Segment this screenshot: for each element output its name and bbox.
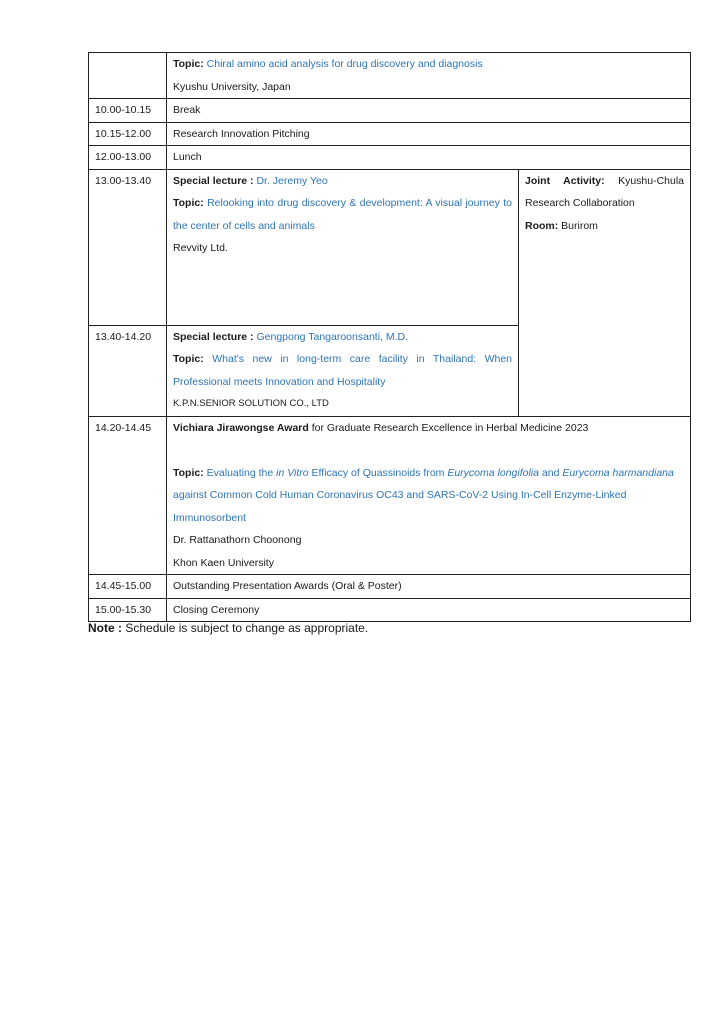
session-cell: Lunch: [167, 146, 691, 170]
table-row: [89, 53, 691, 99]
session-cell: Closing Ceremony: [167, 598, 691, 622]
affiliation: K.P.N.SENIOR SOLUTION CO., LTD: [173, 398, 329, 409]
session-cell: Research Innovation Pitching: [167, 122, 691, 146]
joint-activity-cell: Joint Activity: Kyushu-Chula Research Collaboration Room: Burirom: [519, 169, 691, 416]
room-name: Burirom: [561, 219, 598, 232]
note-label: Note :: [88, 621, 122, 635]
affiliation: Kyushu University, Japan: [173, 80, 291, 93]
table-row: [89, 146, 691, 170]
time-cell: 10.15-12.00: [89, 122, 167, 146]
note-text: Schedule is subject to change as appropriate.: [125, 621, 369, 635]
topic-title: Relooking into drug discovery & development: A visual journey to the center of cells and animals: [173, 197, 512, 232]
affiliation: Revvity Ltd.: [173, 242, 228, 254]
session-cell: Topic: Chiral amino acid analysis for drug discovery and diagnosis Kyushu University, Japan: [167, 53, 691, 99]
topic-title: What's new in long-term care facility in Thailand: When Professional meets Innovation and Hospitality: [173, 353, 513, 388]
topic-title: Chiral amino acid analysis for drug discovery and diagnosis: [206, 58, 483, 70]
topic-title: Evaluating the in Vitro Efficacy of Quassinoids from Eurycoma longifolia and Eurycoma harmandiana against Common Cold Human Coronavirus OC43 and SARS-CoV-2 Using In-Cell Enzyme-Linked Immunosorbent: [173, 466, 674, 524]
speaker-name: Dr. Jeremy Yeo: [256, 174, 328, 187]
schedule-note: [88, 620, 368, 636]
joint-activity: Kyushu-Chula Research Collaboration: [525, 174, 685, 209]
time-cell: 14.45-15.00: [89, 575, 167, 599]
table-row: [89, 99, 691, 123]
time-cell: 15.00-15.30: [89, 598, 167, 622]
time-cell: 14.20-14.45: [89, 416, 167, 575]
award-name: Vichiara Jirawongse Award: [173, 421, 309, 434]
session-cell: Outstanding Presentation Awards (Oral & Poster): [167, 575, 691, 599]
session-cell: Break: [167, 99, 691, 123]
session-cell: Special lecture : Gengpong Tangaroonsanti, M.D. Topic: What's new in long-term care facility in Thailand: When Professional meets Innovation and Hospitality K.P.N.SENIOR SOLUTION CO., LTD: [167, 325, 519, 416]
schedule-table: [88, 52, 691, 622]
presenter-name: Dr. Rattanathorn Choonong: [173, 534, 302, 546]
table-row: [89, 169, 691, 325]
time-cell: [89, 53, 167, 99]
speaker-name: Gengpong Tangaroonsanti, M.D.: [256, 330, 409, 343]
table-row: [89, 416, 691, 575]
table-row: [89, 575, 691, 599]
affiliation: Khon Kaen University: [173, 556, 274, 569]
session-cell: Special lecture : Dr. Jeremy Yeo Topic: Relooking into drug discovery & development: A visual journey to the center of cells and animals Revvity Ltd.: [167, 169, 519, 325]
session-cell: Vichiara Jirawongse Award for Graduate Research Excellence in Herbal Medicine 2023 Topic: Evaluating the in Vitro Efficacy of Quassinoids from Eurycoma longifolia and Eurycoma harmandiana against Common Cold Human Coronavirus OC43 and SARS-CoV-2 Using In-Cell Enzyme-Linked Immunosorbent Dr. Rattanathorn Choonong Khon Kaen University: [167, 416, 691, 575]
table-row: [89, 598, 691, 622]
time-cell: 13.00-13.40: [89, 169, 167, 325]
time-cell: 12.00-13.00: [89, 146, 167, 170]
time-cell: 10.00-10.15: [89, 99, 167, 123]
time-cell: 13.40-14.20: [89, 325, 167, 416]
table-row: [89, 122, 691, 146]
